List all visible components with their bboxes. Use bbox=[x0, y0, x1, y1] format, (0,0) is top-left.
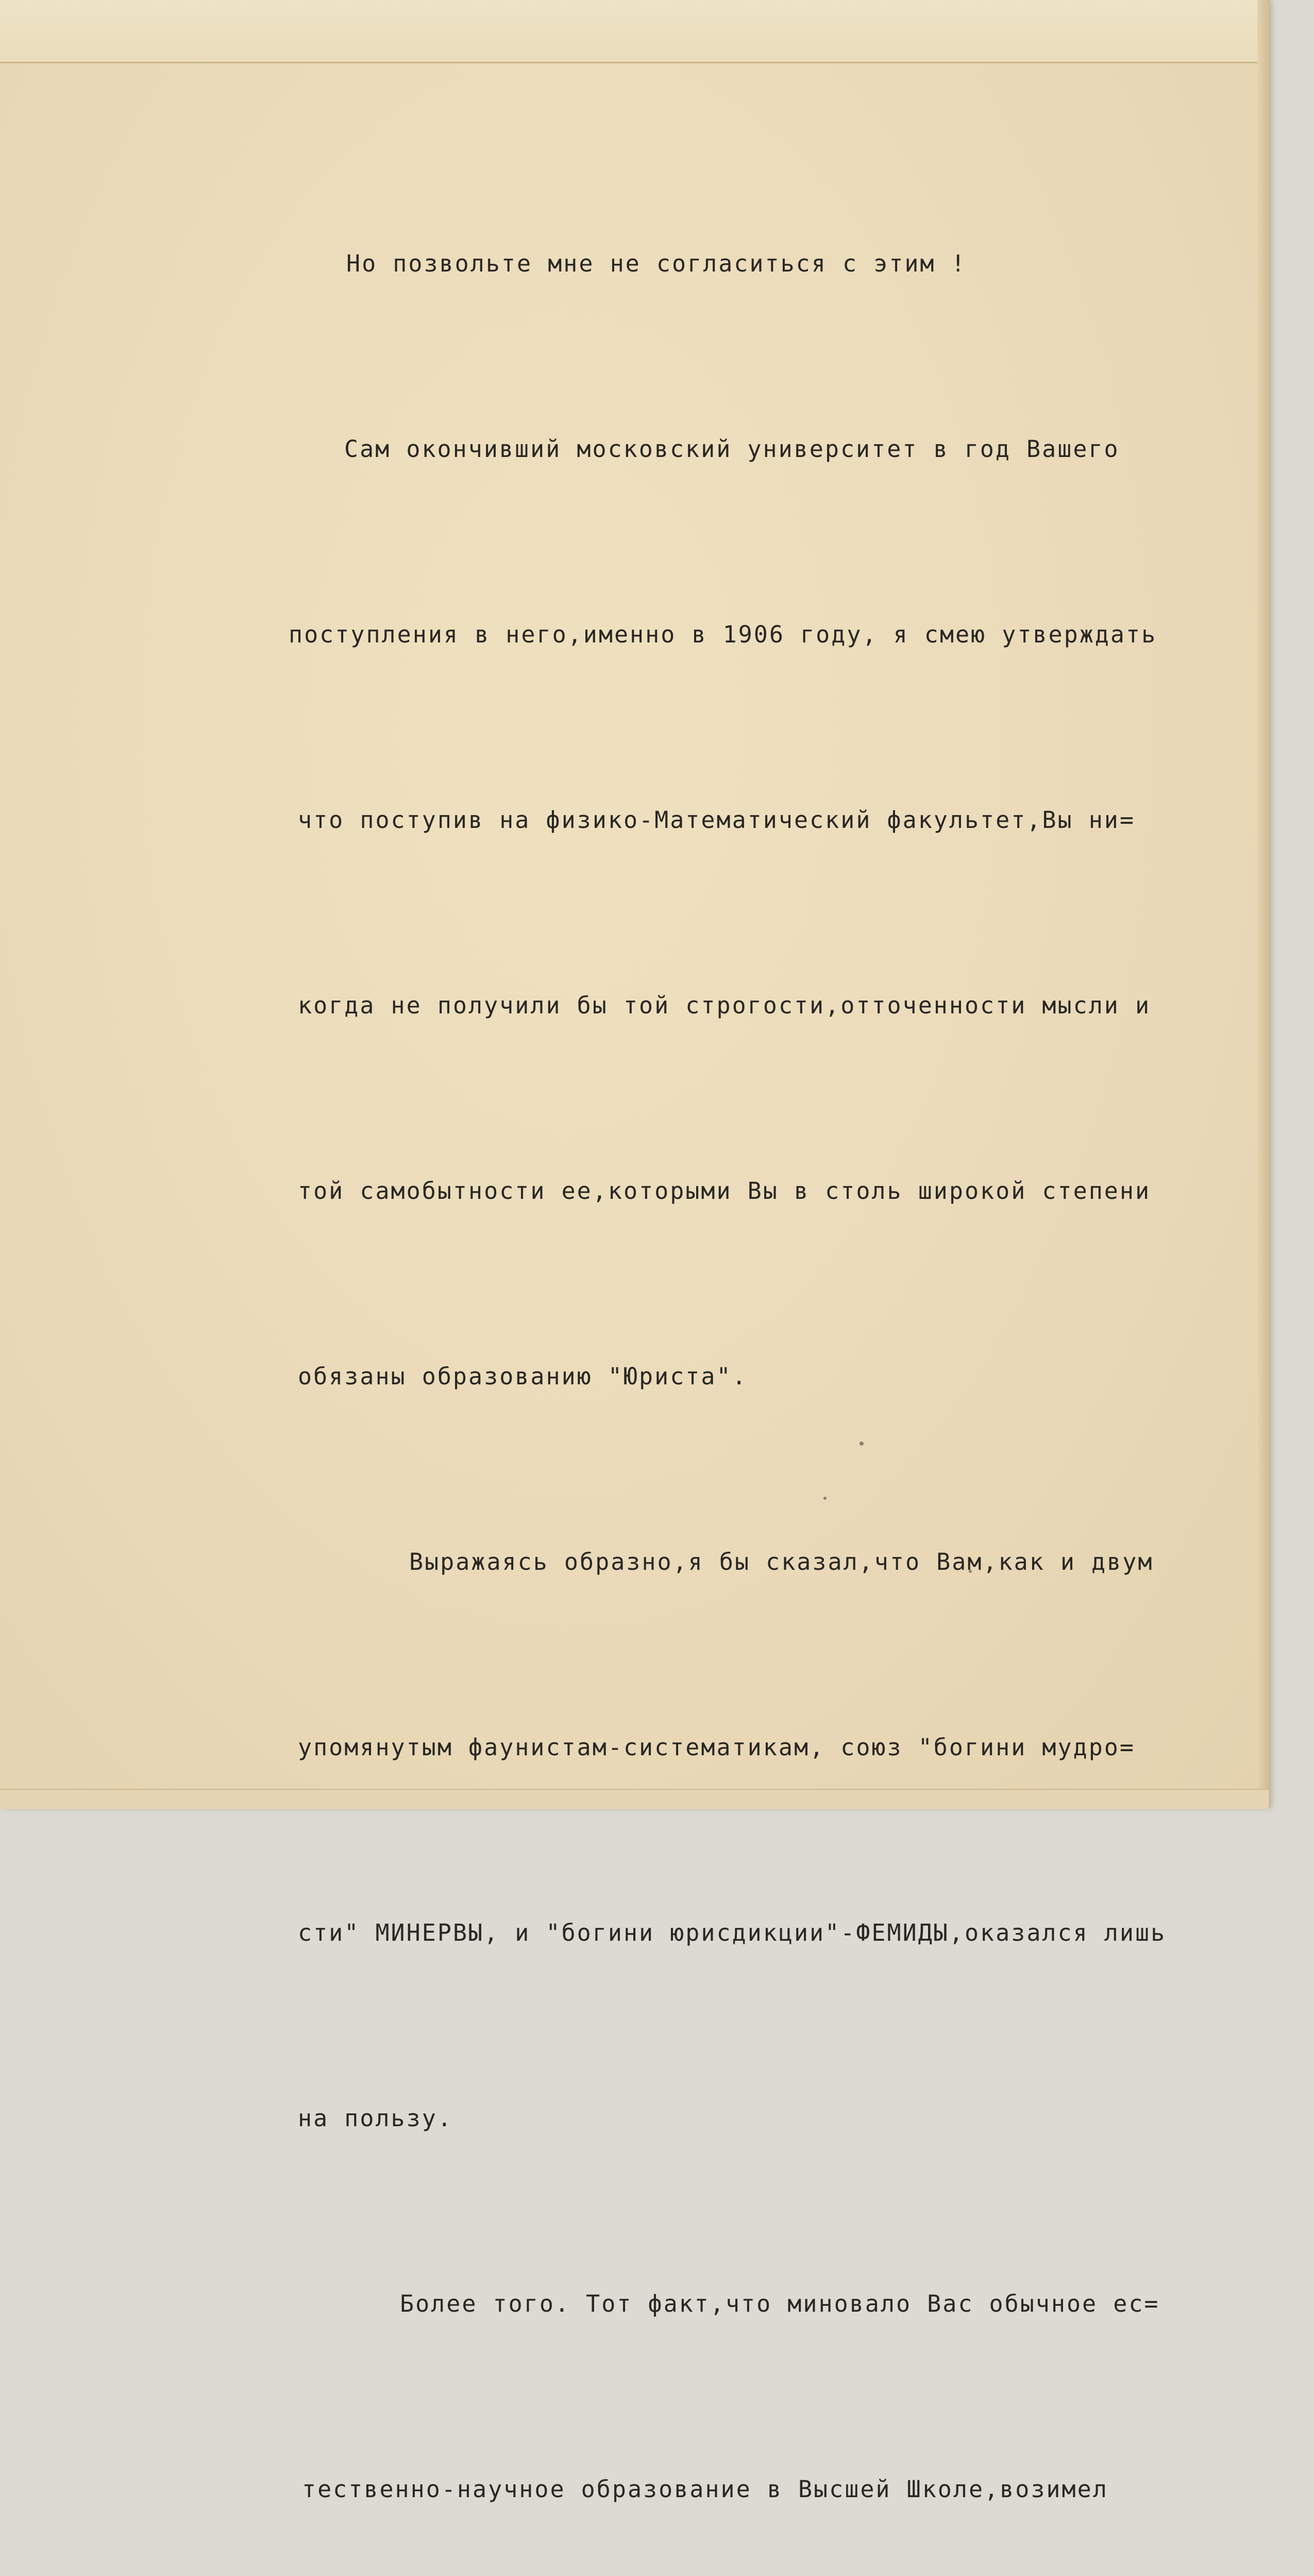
text-line: обязаны образованию "Юриста". bbox=[298, 1363, 748, 1390]
text-line: той самобытности ее,которыми Вы в столь широкой степени bbox=[298, 1177, 1151, 1205]
text-line: что поступив на физико-Математический факультет,Вы ни= bbox=[298, 806, 1135, 834]
text-line: Более того. Тот факт,что миновало Вас обычное ес= bbox=[400, 2290, 1160, 2317]
text-line: Выражаясь образно,я бы сказал,что Вам,как и двум bbox=[409, 1548, 1154, 1575]
text-line: на пользу. bbox=[298, 2105, 453, 2132]
text-line: Но позвольте мне не согласиться с этим ! bbox=[346, 250, 967, 277]
typewritten-text bbox=[289, 109, 1268, 2576]
text-line: тественно-научное образование в Высшей Школе,возимел bbox=[302, 2476, 1108, 2503]
text-line: упомянутым фаунистам-систематикам, союз "богини мудро= bbox=[298, 1734, 1135, 1761]
text-line: Сам окончивший московский университет в год Вашего bbox=[344, 435, 1120, 463]
text-line: сти" МИНЕРВЫ, и "богини юрисдикции"-ФЕМИДЫ,оказался лишь bbox=[298, 1919, 1167, 1946]
text-line: когда не получили бы той строгости,отточенности мысли и bbox=[298, 992, 1151, 1019]
paper-fold-top bbox=[0, 0, 1269, 63]
text-line: поступления в него,именно в 1906 году, я смею утверждать bbox=[289, 621, 1157, 648]
